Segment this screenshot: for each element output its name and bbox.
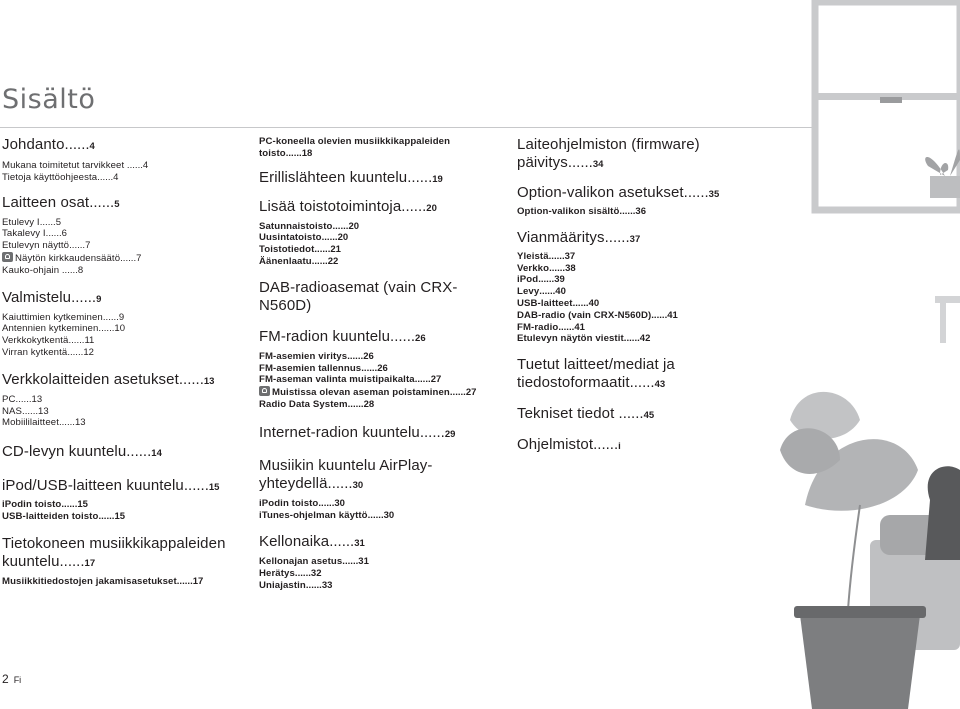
toc-entry-title: Mobiililaitteet [2,417,59,429]
toc-page-number: 7 [136,252,142,264]
toc-entry-title: DAB-radioasemat (vain CRX-N560D) [259,278,458,314]
toc-item-fm-aseman-valinta-muistipaikalta[interactable]: FM-aseman valinta muistipaikalta......27 [259,374,442,386]
toc-entry-title: FM-radion kuuntelu [259,327,391,345]
toc-entry-title: Etulevy I [2,216,40,228]
toc-entry-title: Option-valikon asetukset [517,184,684,201]
toc-section-erillislahteen-kuuntelu[interactable]: Erillislähteen kuuntelu......19 [259,168,443,186]
toc-entry-title: PC [2,393,16,405]
toc-item-satunnaistoisto[interactable]: Satunnaistoisto......20 [259,220,360,232]
toc-entry-title: Näytön kirkkaudensäätö [15,252,121,264]
toc-column-3 [517,136,777,456]
toc-page-number: 32 [310,568,322,580]
toc-page-number: 15 [208,482,220,494]
note-icon [2,252,13,262]
toc-entry-title: iPodin toisto [2,499,62,511]
toc-entry-title: USB-laitteiden toisto [2,510,99,522]
toc-section-valmistelu[interactable]: Valmistelu......9 [2,288,102,306]
toc-item-muistissa-olevan-aseman-poistaminen[interactable]: Muistissa olevan aseman poistaminen......27 [259,386,504,399]
toc-page-number: 13 [74,417,86,429]
toc-section-ipod-usb-laitteen-kuuntelu[interactable]: iPod/USB-laitteen kuuntelu......15 [2,477,220,495]
toc-entry-title: Mukana toimitetut tarvikkeet [2,160,125,171]
toc-section-laiteohjelmiston-firmware-paivitys[interactable]: Laiteohjelmiston (firmware) päivitys......34 [517,136,700,171]
toc-section-lisaa-toistotoimintoja[interactable]: Lisää toistotoimintoja......20 [259,197,437,215]
toc-item-etulevyn-nayton-viestit[interactable]: Etulevyn näytön viestit......42 [517,333,651,345]
toc-entry-title: Vianmääritys [517,228,605,246]
toc-section-tekniset-tiedot[interactable]: Tekniset tiedot ......45 [517,405,655,423]
toc-entry-title: iPod [517,274,539,286]
toc-item-fm-radio[interactable]: FM-radio......41 [517,321,585,333]
toc-entry-title: Internet-radion kuuntelu [259,423,420,441]
toc-page-number: 30 [383,509,395,521]
toc-page-number: 31 [354,538,365,550]
toc-page-number: 20 [348,220,360,232]
toc-item-nas[interactable]: NAS......13 [2,405,49,417]
toc-entry-title: Kaiuttimien kytkeminen [2,311,103,323]
toc-entry-title: Antennien kytkeminen [2,323,99,335]
small-pot [930,176,960,198]
toc-entry-title: Verkko [517,262,550,274]
toc-entry-title: CD-levyn kuuntelu [2,443,127,461]
toc-entry-title: iTunes-ohjelman käyttö [259,509,368,521]
toc-item-uusintatoisto[interactable]: Uusintatoisto......20 [259,232,349,244]
toc-page-number: 18 [301,147,313,159]
toc-page-number: 42 [639,333,651,345]
toc-page-number: 37 [564,250,576,262]
toc-entry-title: Lisää toistotoimintoja [259,197,402,215]
toc-item-fm-asemien-viritys[interactable]: FM-asemien viritys......26 [259,350,374,362]
toc-item-antennien-kytkeminen[interactable]: Antennien kytkeminen......10 [2,323,125,335]
toc-item-fm-asemien-tallennus[interactable]: FM-asemien tallennus......26 [259,362,388,374]
toc-page-number: 26 [377,362,388,374]
toc-entry-title: FM-aseman valinta muistipaikalta [259,374,415,386]
toc-page-number: i [618,441,621,453]
toc-page-number: 20 [337,232,349,244]
toc-entry-title: Uusintatoisto [259,232,322,244]
toc-entry-title: Tekniset tiedot [517,405,615,423]
toc-page-number: 26 [415,332,426,344]
toc-item-mukana-toimitetut-tarvikkeet[interactable]: Mukana toimitetut tarvikkeet ......4 [2,160,149,171]
toc-page-number: 36 [635,206,646,217]
toc-entry-title: Muistissa olevan aseman poistaminen [272,387,450,399]
toc-entry-title: Etulevyn näyttö [2,240,70,252]
note-icon [259,386,270,396]
toc-section-ohjelmistot[interactable]: Ohjelmistot......i [517,436,621,454]
toc-page-number: 19 [432,173,443,185]
toc-page-number: 20 [426,202,437,214]
toc-entry-title: Musiikin kuuntelu AirPlay-yhteydellä [259,456,433,492]
toc-page-number: 21 [330,244,341,256]
page-title: Sisältö [2,84,96,115]
window-latch [880,97,902,103]
toc-page-number: 37 [629,233,641,245]
toc-entry-title: Tietoja käyttöohjeesta [2,171,98,183]
toc-page-number: 30 [352,479,364,491]
toc-item-usb-laitteiden-toisto[interactable]: USB-laitteiden toisto......15 [2,510,126,522]
toc-page-number: 17 [192,575,204,587]
toc-page-number: 30 [334,497,345,509]
toc-page-number: 22 [327,255,339,267]
toc-item-yleista[interactable]: Yleistä......37 [517,250,576,262]
big-pot [800,615,920,709]
toc-item-mobiililaitteet[interactable]: Mobiililaitteet......13 [2,417,86,429]
toc-page-number: 13 [203,375,215,387]
toc-item-virran-kytkenta[interactable]: Virran kytkentä......12 [2,346,94,358]
toc-entry-title: Äänenlaatu [259,255,312,267]
toc-item-etulevyn-naytto[interactable]: Etulevyn näyttö......7 [2,240,91,252]
toc-page-number: 9 [96,293,102,305]
toc-item-ipod[interactable]: iPod......39 [517,274,565,286]
toc-entry-title: Tuetut laitteet/mediat ja tiedostoformaatit [517,356,675,392]
toc-item-verkkokytkenta[interactable]: Verkkokytkentä......11 [2,335,95,347]
toc-item-uniajastin[interactable]: Uniajastin......33 [259,579,333,591]
toc-entry-title: DAB-radio (vain CRX-N560D) [517,309,652,321]
toc-entry-title: Herätys [259,568,295,580]
toc-entry-title: Laiteohjelmiston (firmware) päivitys [517,136,700,171]
toc-entry-title: Yleistä [517,250,549,262]
toc-entry-title: Takalevy I [2,228,46,240]
toc-entry-title: FM-asemien viritys [259,350,348,362]
toc-item-ipodin-toisto[interactable]: iPodin toisto......15 [2,499,88,511]
toc-page-number: 45 [643,410,655,422]
toc-item-ipodin-toisto[interactable]: iPodin toisto......30 [259,497,345,509]
toc-page-number: 11 [84,335,95,347]
toc-section-cd-levyn-kuuntelu[interactable]: CD-levyn kuuntelu......14 [2,443,162,461]
toc-item-takalevy-i[interactable]: Takalevy I......6 [2,228,67,240]
toc-item-pc[interactable]: PC......13 [2,393,43,405]
toc-entry-title: NAS [2,405,23,417]
toc-page-number: 26 [363,350,374,362]
toc-page-number: 40 [588,297,600,309]
toc-entry-title: Etulevyn näytön viestit [517,333,624,345]
toc-item-aanenlaatu[interactable]: Äänenlaatu......22 [259,255,339,267]
toc-entry-title: Erillislähteen kuuntelu [259,168,408,186]
toc-page-number: 5 [114,198,120,210]
toc-entry-title: Musiikkitiedostojen jakamisasetukset [2,575,177,587]
toc-page-number: 39 [554,274,565,286]
toc-section-kellonaika[interactable]: Kellonaika......31 [259,533,365,551]
toc-entry-title: Tietokoneen musiikkikappaleiden kuuntelu [2,534,226,570]
toc-page-number: 27 [465,387,477,399]
toc-item-kellonajan-asetus[interactable]: Kellonajan asetus......31 [259,556,369,568]
toc-page-number: 28 [363,398,375,410]
toc-page-number: 33 [321,579,333,591]
shelf [935,296,960,303]
toc-item-pc-koneella-olevien-musiikkikappaleiden-toisto[interactable]: PC-koneella olevien musiikkikappaleiden toisto......18 [259,136,451,159]
toc-item-verkko[interactable]: Verkko......38 [517,262,576,274]
toc-section-option-valikon-asetukset[interactable]: Option-valikon asetukset......35 [517,184,720,201]
toc-entry-title: Radio Data System [259,398,348,410]
toc-item-toistotiedot[interactable]: Toistotiedot......21 [259,244,341,256]
toc-entry-title: Kellonajan asetus [259,556,343,568]
toc-page-number: 17 [84,557,96,569]
toc-page-number: 4 [113,171,119,183]
toc-section-verkkolaitteiden-asetukset[interactable]: Verkkolaitteiden asetukset......13 [2,370,215,388]
room-illustration [780,0,960,709]
toc-entry-title: Laitteen osat [2,193,90,211]
toc-item-nayton-kirkkaudensaato[interactable]: Näytön kirkkaudensäätö......7 [2,252,242,265]
toc-page-number: 35 [708,189,720,200]
toc-page-number: 13 [31,393,43,405]
toc-page-number: 12 [83,346,94,358]
toc-entry-title: Verkkolaitteiden asetukset [2,370,179,388]
toc-item-radio-data-system[interactable]: Radio Data System......28 [259,398,375,410]
toc-section-fm-radion-kuuntelu[interactable]: FM-radion kuuntelu......26 [259,327,426,345]
page-number: 2 [2,672,9,686]
toc-entry-title: Toistotiedot [259,244,315,256]
toc-entry-title: Ohjelmistot [517,436,594,454]
toc-page-number: 4 [89,141,95,152]
toc-entry-title: Satunnaistoisto [259,220,333,232]
toc-page-number: 7 [85,240,91,252]
toc-item-levy[interactable]: Levy......40 [517,286,566,298]
toc-page-number: 15 [77,499,88,511]
toc-page-number: 14 [151,448,162,460]
toc-section-tietokoneen-musiikkikappaleiden-kuuntelu[interactable]: Tietokoneen musiikkikappaleiden kuuntelu......17 [2,534,226,570]
toc-entry-title: Virran kytkentä [2,346,68,358]
toc-entry-title: FM-asemien tallennus [259,362,362,374]
toc-page-number: 9 [118,311,125,323]
toc-item-musiikkitiedostojen-jakamisasetukset[interactable]: Musiikkitiedostojen jakamisasetukset......17 [2,575,204,587]
toc-page-number: 5 [55,216,61,228]
person [925,466,960,560]
toc-page-number: 29 [444,428,456,440]
toc-page-number: 41 [574,321,585,333]
toc-section-internet-radion-kuuntelu[interactable]: Internet-radion kuuntelu......29 [259,423,456,441]
toc-section-dab-radioasemat-vain-crx-n560d[interactable] [259,279,504,315]
toc-section-musiikin-kuuntelu-airplay-yhteydella[interactable]: Musiikin kuuntelu AirPlay-yhteydellä......30 [259,456,433,492]
toc-page-number: 6 [61,228,67,240]
toc-entry-title: Valmistelu [2,288,72,306]
toc-item-etulevy-i[interactable]: Etulevy I......5 [2,216,61,228]
toc-page-number: 10 [114,323,125,335]
toc-page-number: 4 [142,160,149,171]
toc-item-kauko-ohjain[interactable]: Kauko-ohjain ......8 [2,264,84,276]
toc-section-laitteen-osat[interactable]: Laitteen osat......5 [2,193,120,211]
toc-section-johdanto[interactable]: Johdanto......4 [2,136,95,153]
toc-entry-title: Levy [517,286,540,298]
big-pot-rim [794,606,926,618]
toc-page-number: 27 [430,374,442,386]
toc-page-number: 41 [667,309,678,321]
toc-page-number: 8 [77,264,84,276]
toc-entry-title: iPod/USB-laitteen kuuntelu [2,477,184,495]
language-code: Fi [13,675,22,685]
toc-entry-title: FM-radio [517,321,559,333]
shelf-leg [940,303,946,343]
toc-page-number: 43 [654,379,666,391]
toc-item-kaiuttimien-kytkeminen[interactable]: Kaiuttimien kytkeminen......9 [2,311,125,323]
toc-page-number: 15 [114,510,126,522]
toc-entry-title: Option-valikon sisältö [517,206,620,217]
toc-entry-title: Kellonaika [259,533,330,551]
toc-item-tietoja-kayttoohjeesta[interactable]: Tietoja käyttöohjeesta......4 [2,171,119,183]
toc-item-usb-laitteet[interactable]: USB-laitteet......40 [517,297,600,309]
toc-page-number: 31 [358,556,369,568]
toc-entry-title: Verkkokytkentä [2,335,69,347]
toc-section-tuetut-laitteet-mediat-ja-tiedostoformaatit[interactable]: Tuetut laitteet/mediat ja tiedostoformaatit......43 [517,356,675,392]
toc-entry-title: USB-laitteet [517,297,573,309]
toc-page-number: 40 [555,286,566,298]
toc-section-vianmaaritys[interactable]: Vianmääritys......37 [517,228,641,246]
toc-column-1 [2,136,242,588]
toc-entry-title: Kauko-ohjain [2,264,60,276]
toc-entry-title: Johdanto [2,136,65,153]
toc-entry-title: iPodin toisto [259,497,319,509]
toc-item-heratys[interactable]: Herätys......32 [259,568,322,580]
toc-page-number: 38 [565,262,576,274]
toc-entry-title: Uniajastin [259,579,306,591]
toc-item-option-valikon-sisalto[interactable]: Option-valikon sisältö......36 [517,206,646,217]
toc-column-2 [259,136,504,592]
toc-item-dab-radio-vain-crx-n560d[interactable]: DAB-radio (vain CRX-N560D)......41 [517,309,678,321]
toc-page-number: 13 [38,405,49,417]
plant-stem [848,505,860,610]
toc-page-number: 34 [592,159,604,170]
page-footer [2,670,21,688]
toc-entry-title: PC-koneella olevien musiikkikappaleiden toisto [259,136,451,159]
toc-item-itunes-ohjelman-kaytto[interactable]: iTunes-ohjelman käyttö......30 [259,509,395,521]
